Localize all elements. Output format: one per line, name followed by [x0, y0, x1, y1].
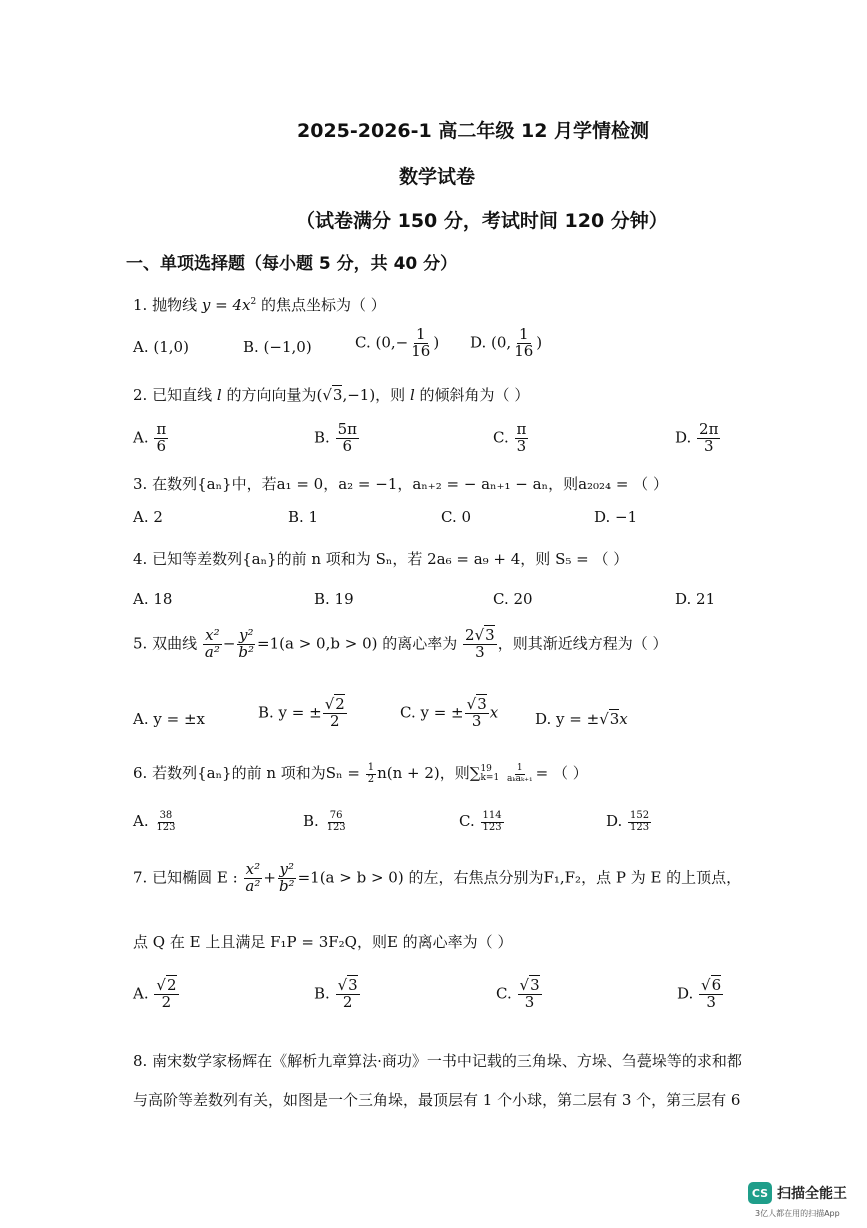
q7-d-rad: 6 [711, 976, 722, 994]
q7-c-label: C. [496, 984, 512, 1003]
q7-b-num: √3 [337, 976, 358, 994]
q6-option-d [606, 811, 652, 833]
question-8-line1: 8. 南宋数学家杨辉在《解析九章算法·商功》一书中记载的三角垛、方垛、刍甍垛等的求和都 [133, 1052, 742, 1070]
q5-c-rad: 3 [477, 695, 487, 713]
q3-option-a: A. 2 [133, 508, 163, 526]
q2-b-label: B. [314, 428, 330, 447]
q3-option-c: C. 0 [441, 508, 472, 526]
q1-sup: 2 [250, 297, 257, 307]
q4-option-a: A. 18 [133, 590, 173, 608]
q5-e-num-pre: 2 [465, 626, 475, 644]
q2-c-frac [515, 422, 529, 455]
question-4: 4. 已知等差数列{aₙ}的前 n 项和为 Sₙ，若 2a₆ = a₉ + 4，则 S₅ = （ ） [133, 550, 629, 568]
q6-half-num: 1 [367, 762, 375, 773]
q7-c-den: 3 [524, 992, 535, 1011]
q5-e-num: 2√3 [465, 626, 495, 644]
q6-sum-top: 19 [480, 764, 492, 774]
q5-e-num-rad: 3 [485, 626, 495, 644]
q5-c-den: 3 [471, 711, 482, 730]
q7-plus: + [263, 868, 276, 887]
q6-a-num: 38 [159, 810, 173, 821]
q5-cond: =1(a > 0,b > 0) 的离心率为 [257, 634, 458, 653]
question-8-line2: 与高阶等差数列有关，如图是一个三角垛，最顶层有 1 个小球，第二层有 3 个，第三层有 6 [133, 1091, 741, 1109]
q2-c-den: 3 [516, 436, 527, 455]
section-heading: 一、单项选择题（每小题 5 分，共 40 分） [126, 254, 458, 274]
q2-mid: 的方向向量为( [226, 386, 323, 404]
q5-frac-y [236, 628, 256, 661]
q5-f1-num: x² [205, 626, 220, 644]
q1-option-a: A. (1,0) [133, 338, 189, 356]
q7-a-num: √2 [156, 976, 177, 994]
q7-a-den: 2 [161, 992, 172, 1011]
question-2 [133, 384, 529, 405]
q1-c-post: ) [433, 333, 440, 352]
q6-term-num: 1 [516, 763, 523, 774]
q5-f2-den: b² [238, 642, 255, 661]
q6-half [366, 763, 376, 785]
q7-b-frac [336, 978, 360, 1011]
q7-a-label: A. [133, 984, 149, 1003]
q7-option-d [677, 978, 724, 1011]
q1-lead: 1. 抛物线 [133, 296, 198, 314]
q6-d-label: D. [606, 812, 623, 830]
q5-c-frac [465, 697, 489, 730]
q5-option-a: A. y = ±x [133, 710, 205, 728]
q2-l: l [216, 386, 222, 404]
q6-a-label: A. [133, 812, 149, 830]
q7-d-frac [699, 978, 723, 1011]
q1-c-num: 1 [415, 325, 426, 343]
q6-term-den: aₖaₖ₊₁ [506, 773, 533, 784]
q6-option-b [303, 811, 349, 833]
q2-b-frac [336, 422, 359, 455]
q6-b-frac [325, 811, 348, 833]
q5-tail: ，则其渐近线方程为（ ） [497, 634, 668, 653]
q2-option-d [675, 422, 721, 455]
question-3: 3. 在数列{aₙ}中，若a₁ = 0，a₂ = −1，aₙ₊₂ = − aₙ₊₁ − aₙ，则a₂₀₂₄ = （ ） [133, 475, 668, 493]
q1-expr: y = 4x [201, 296, 251, 314]
q7-a-rad: 2 [166, 976, 177, 994]
q6-sum-bounds [480, 765, 499, 783]
q6-d-num: 152 [630, 810, 650, 821]
q1-option-d [470, 327, 542, 360]
q5-e-den: 3 [475, 642, 485, 661]
q7-frac-y [277, 862, 297, 895]
q7-f1-num: x² [245, 860, 261, 878]
q2-option-a [133, 422, 169, 455]
q1-tail: 的焦点坐标为（ ） [260, 296, 386, 314]
q2-d-num: 2π [699, 420, 719, 438]
q7-c-num: √3 [519, 976, 540, 994]
question-6 [133, 762, 588, 785]
q6-b-den: 123 [326, 821, 346, 833]
q6-b-label: B. [303, 812, 319, 830]
q2-rad: 3 [332, 386, 343, 404]
q7-b-rad: 3 [348, 976, 358, 994]
question-1 [133, 294, 386, 315]
q5-d-post: x [619, 710, 628, 728]
q6-option-c [459, 811, 505, 833]
q5-b-rad: 2 [335, 695, 345, 713]
q7-lead: 7. 已知椭圆 E : [133, 868, 238, 887]
q5-minus: − [222, 634, 236, 653]
q6-lead: 6. 若数列{aₙ}的前 n 项和为Sₙ = [133, 764, 360, 782]
q1-d-pre: D. (0, [470, 333, 512, 352]
q2-c-num: π [516, 420, 527, 438]
q5-b-frac [323, 697, 347, 730]
q6-d-frac [628, 811, 651, 833]
q2-option-c [493, 422, 529, 455]
q3-option-d: D. −1 [594, 508, 638, 526]
q5-d-pre: D. y = ± [535, 710, 600, 728]
q1-c-pre: C. (0,− [355, 333, 409, 352]
q5-f1-den: a² [204, 642, 220, 661]
q1-d-post: ) [536, 333, 543, 352]
q5-frac-x [203, 628, 222, 661]
q7-d-den: 3 [706, 992, 716, 1011]
q4-option-d: D. 21 [675, 590, 716, 608]
q6-c-label: C. [459, 812, 475, 830]
watermark-subtitle: 3亿人都在用的扫描App [755, 1209, 840, 1218]
q3-option-b: B. 1 [288, 508, 319, 526]
q7-c-rad: 3 [530, 976, 540, 994]
q2-a-frac [154, 422, 168, 455]
q2-sqrt: √3 [322, 386, 343, 404]
q2-d-den: 3 [703, 436, 714, 455]
q6-d-den: 123 [630, 821, 650, 833]
question-7-line2: 点 Q 在 E 上且满足 F₁P = 3F₂Q，则E 的离心率为（ ） [133, 933, 513, 951]
q6-half-den: 2 [367, 773, 375, 785]
q2-l2: l [409, 386, 415, 404]
scanner-watermark [748, 1182, 847, 1204]
question-5 [133, 628, 667, 661]
q5-lead: 5. 双曲线 [133, 634, 198, 653]
q7-d-num: √6 [701, 976, 722, 994]
q1-option-c [355, 327, 439, 360]
q5-f2-num: y² [238, 626, 254, 644]
q1-option-b: B. (−1,0) [243, 338, 312, 356]
q2-mid2: ,−1)，则 [342, 386, 406, 404]
q7-f2-den: b² [278, 876, 295, 895]
q7-option-a [133, 978, 180, 1011]
q6-sum-bot: k=1 [480, 773, 500, 783]
q6-mid: n(n + 2)，则∑ [377, 764, 481, 782]
q7-d-label: D. [677, 984, 694, 1003]
q2-a-num: π [156, 420, 167, 438]
q6-b-num: 76 [329, 810, 343, 821]
q7-b-label: B. [314, 984, 330, 1003]
q5-option-b [258, 697, 348, 730]
q5-b-pre: B. y = ± [258, 703, 322, 722]
q1-d-den: 16 [514, 341, 534, 360]
q2-a-label: A. [133, 428, 149, 447]
q5-option-c [400, 697, 498, 730]
q6-c-num: 114 [482, 810, 502, 821]
q2-c-label: C. [493, 428, 509, 447]
q7-option-b [314, 978, 361, 1011]
exam-subject: 数学试卷 [399, 166, 476, 188]
q5-b-num: √2 [324, 695, 345, 713]
q4-option-b: B. 19 [314, 590, 354, 608]
exam-info: （试卷满分 150 分，考试时间 120 分钟） [296, 210, 668, 232]
q2-option-b [314, 422, 360, 455]
q5-eccentricity [463, 628, 497, 661]
q7-a-frac [154, 978, 178, 1011]
camscanner-logo-icon: CS [748, 1182, 772, 1204]
q5-d-rad: 3 [609, 710, 620, 728]
q6-option-a [133, 811, 178, 833]
q6-a-frac [154, 811, 177, 833]
watermark-brand: 扫描全能王 [777, 1186, 847, 1202]
q7-c-frac [518, 978, 542, 1011]
q6-term [505, 764, 535, 784]
q2-lead: 2. 已知直线 [133, 386, 213, 404]
q6-tail: = （ ） [535, 764, 588, 782]
q2-d-label: D. [675, 428, 692, 447]
q2-d-frac [697, 422, 720, 455]
q6-c-frac [481, 811, 504, 833]
q7-f1-den: a² [245, 876, 261, 895]
q5-option-d: D. y = ±√3x [535, 710, 628, 728]
q7-b-den: 2 [342, 992, 353, 1011]
q2-tail: 的倾斜角为（ ） [419, 386, 530, 404]
q5-b-den: 2 [330, 711, 340, 730]
q7-option-c [496, 978, 543, 1011]
q6-a-den: 123 [156, 821, 176, 833]
q7-frac-x [243, 862, 262, 895]
q5-c-pre: C. y = ± [400, 703, 464, 722]
q2-b-den: 6 [342, 436, 353, 455]
q1-c-den: 16 [411, 341, 431, 360]
q1-c-frac [409, 327, 432, 360]
exam-title: 2025-2026-1 高二年级 12 月学情检测 [297, 120, 650, 142]
q7-f2-num: y² [279, 860, 295, 878]
question-7 [133, 862, 741, 895]
q1-d-frac [512, 327, 535, 360]
q7-cond: =1(a > b > 0) 的左，右焦点分别为F₁,F₂，点 P 为 E 的上顶点， [297, 868, 742, 887]
q4-option-c: C. 20 [493, 590, 533, 608]
q1-d-num: 1 [518, 325, 529, 343]
q2-b-num: 5π [337, 420, 357, 438]
q6-c-den: 123 [482, 821, 502, 833]
q2-a-den: 6 [156, 436, 167, 455]
q5-c-post: x [489, 703, 499, 722]
q5-c-num: √3 [466, 695, 487, 713]
